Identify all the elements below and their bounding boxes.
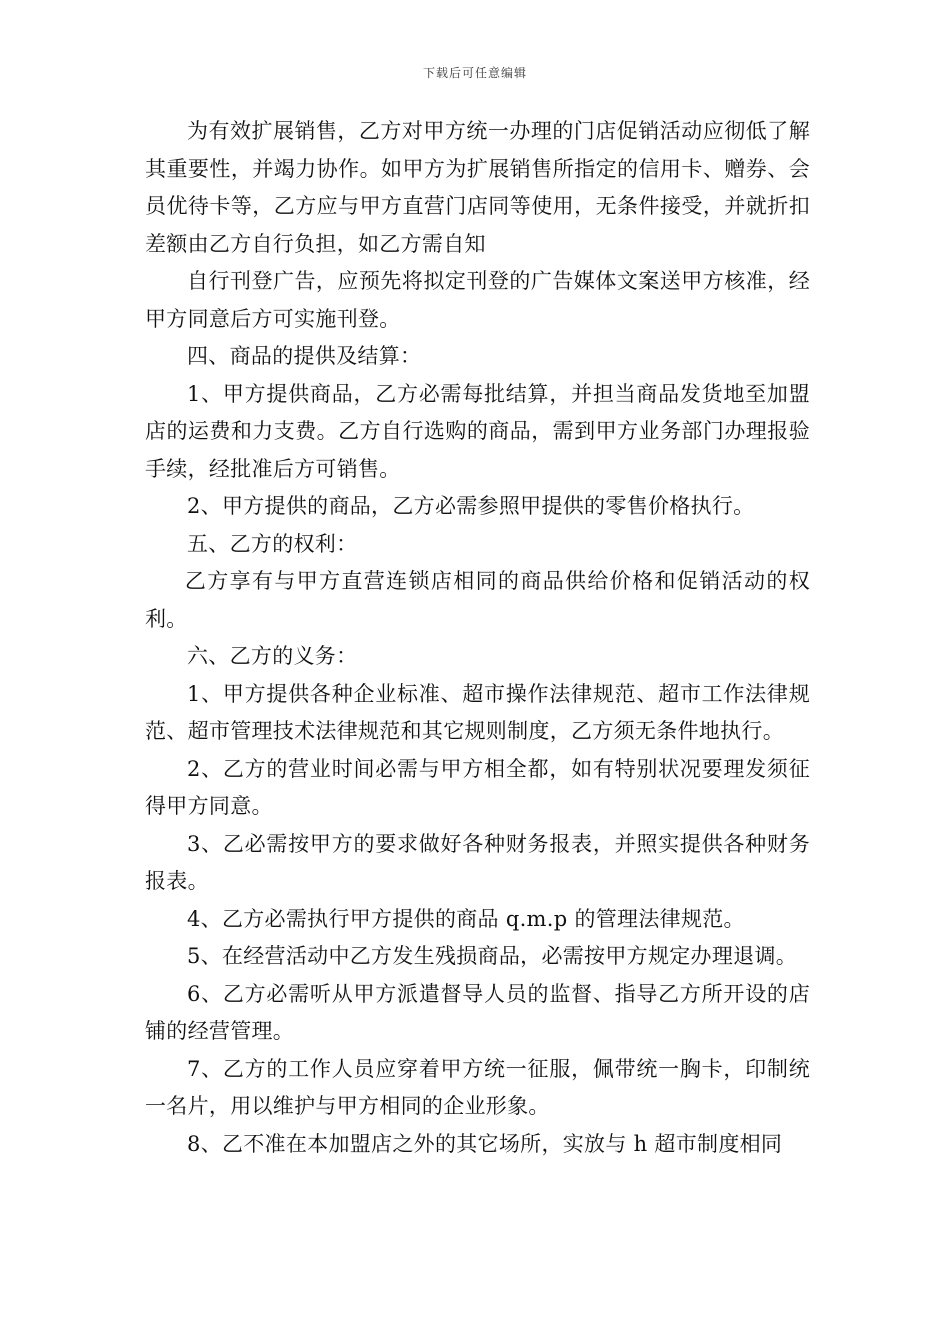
page-header: 下载后可任意编辑 <box>422 66 527 80</box>
section-heading-obligations: 六、乙方的义务： <box>187 644 358 668</box>
paragraph-promotion: 为有效扩展销售，乙方对甲方统一办理的门店促销活动应彻低了解其重要性，并竭力协作。如甲方为扩展销售所指定的信用卡、赠券、会员优待卡等，乙方应与甲方直营门店同等使用，无条件接受，并就折扣差额由乙方自行负担，如乙方需自知 <box>145 119 810 256</box>
clause-obligation-5: 5、在经营活动中乙方发生残损商品，必需按甲方规定办理退调。 <box>187 944 798 968</box>
section-heading-rights: 五、乙方的权利： <box>187 531 358 556</box>
clause-rights: 乙方享有与甲方直营连锁店相同的商品供给价格和促销活动的权利。 <box>145 569 810 631</box>
clause-goods-1: 1、甲方提供商品，乙方必需每批结算，并担当商品发货地至加盟店的运费和力支费。乙方自行选购的商品，需到甲方业务部门办理报验手续，经批准后方可销售。 <box>145 381 810 481</box>
clause-obligation-4: 4、乙方必需执行甲方提供的商品 q.m.p 的管理法律规范。 <box>187 906 745 931</box>
clause-obligation-3: 3、乙必需按甲方的要求做好各种财务报表，并照实提供各种财务报表。 <box>145 831 810 893</box>
paragraph-advertising: 自行刊登广告，应预先将拟定刊登的广告媒体文案送甲方核准，经甲方同意后方可实施刊登。 <box>145 269 810 331</box>
clause-obligation-7: 7、乙方的工作人员应穿着甲方统一征服，佩带统一胸卡，印制统一名片，用以维护与甲方相同的企业形象。 <box>145 1056 810 1118</box>
clause-obligation-8: 8、乙不准在本加盟店之外的其它场所，实放与 h 超市制度相同 <box>187 1131 783 1156</box>
document-body <box>145 113 810 1163</box>
clause-obligation-2: 2、乙方的营业时间必需与甲方相全都，如有特别状况要理发须征得甲方同意。 <box>145 756 810 818</box>
section-heading-goods-settlement: 四、商品的提供及结算： <box>187 344 422 368</box>
clause-goods-2: 2、甲方提供的商品，乙方必需参照甲提供的零售价格执行。 <box>187 494 755 518</box>
clause-obligation-1: 1、甲方提供各种企业标准、超市操作法律规范、超市工作法律规范、超市管理技术法律规范和其它规则制度，乙方须无条件地执行。 <box>145 681 810 743</box>
clause-obligation-6: 6、乙方必需听从甲方派遣督导人员的监督、指导乙方所开设的店铺的经营管理。 <box>145 981 810 1043</box>
